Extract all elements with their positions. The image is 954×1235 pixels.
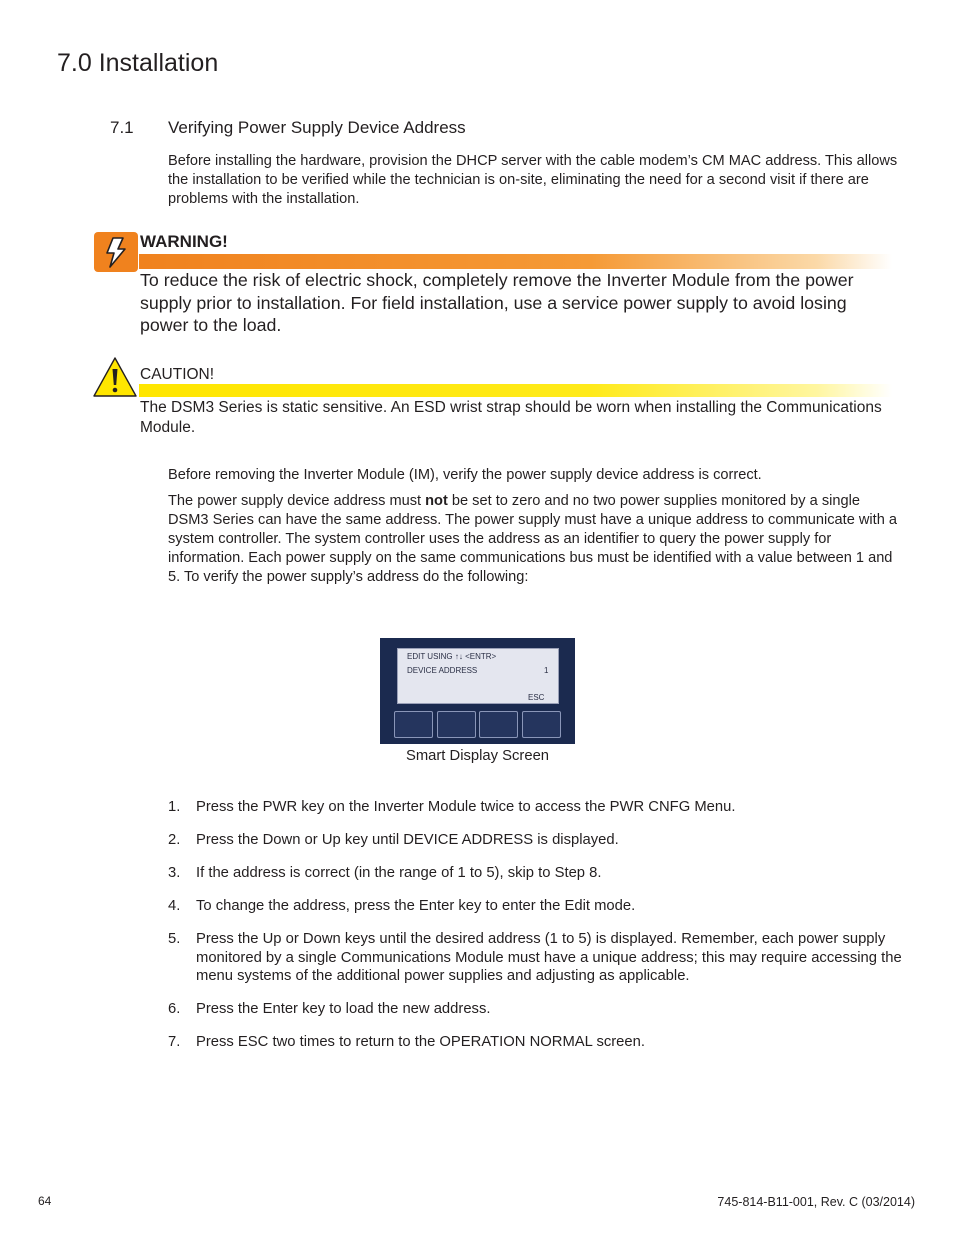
display-key-3 <box>479 711 518 738</box>
display-key-1 <box>394 711 433 738</box>
lcd-esc-label: ESC <box>528 693 545 702</box>
step-text: Press the Up or Down keys until the desired address (1 to 5) is displayed. Remember, each power supply monitored by a single Communications Module must have a unique address; this may require accessing the menu systems of the additional power supplies and adjusting as applicable. <box>196 931 902 985</box>
paragraph-verify: Before removing the Inverter Module (IM), verify the power supply device address is correct. <box>168 467 762 483</box>
exclamation-triangle-icon <box>93 356 137 398</box>
warning-label: WARNING! <box>140 232 228 251</box>
step-text: If the address is correct (in the range of 1 to 5), skip to Step 8. <box>196 865 602 881</box>
step-number: 2. <box>168 832 181 848</box>
caution-text: The DSM3 Series is static sensitive. An ESD wrist strap should be worn when installing the Communications Module. <box>140 399 882 436</box>
smart-display-figure <box>380 638 575 744</box>
electric-shock-icon <box>94 232 138 272</box>
list-item <box>168 1033 903 1052</box>
step-number: 4. <box>168 898 181 914</box>
page-number: 64 <box>38 1194 52 1208</box>
step-text: Press the Enter key to load the new address. <box>196 1001 491 1017</box>
lcd-address-value: 1 <box>544 666 549 675</box>
figure-caption: Smart Display Screen <box>405 748 550 764</box>
step-text: Press the PWR key on the Inverter Module twice to access the PWR CNFG Menu. <box>196 799 736 815</box>
step-text: To change the address, press the Enter key to enter the Edit mode. <box>196 898 636 914</box>
step-number: 3. <box>168 865 181 881</box>
caution-label: CAUTION! <box>140 366 215 383</box>
section-title: Verifying Power Supply Device Address <box>168 118 466 137</box>
list-item <box>168 1000 903 1019</box>
display-key-2 <box>437 711 476 738</box>
display-key-4 <box>522 711 561 738</box>
warning-text: To reduce the risk of electric shock, completely remove the Inverter Module from the power supply prior to installation. For field installation, use a service power supply to avoid losing power to the load. <box>140 270 854 335</box>
lcd-screen <box>397 648 559 704</box>
step-number: 7. <box>168 1034 181 1050</box>
caution-bar <box>139 384 892 397</box>
paragraph-text: The power supply device address must <box>168 493 426 509</box>
step-text: Press ESC two times to return to the OPERATION NORMAL screen. <box>196 1034 645 1050</box>
list-item <box>168 897 903 916</box>
warning-bar <box>139 254 892 269</box>
intro-paragraph: Before installing the hardware, provision the DHCP server with the cable modem’s CM MAC address. This allows the installation to be verified while the technician is on-site, eliminating the need for a second visit if there are problems with the installation. <box>168 153 898 207</box>
document-reference: 745-814-B11-001, Rev. C (03/2014) <box>717 1195 915 1209</box>
section-number: 7.1 <box>110 118 134 137</box>
list-item <box>168 831 903 850</box>
step-number: 5. <box>168 931 181 947</box>
emphasis-not: not <box>425 493 448 509</box>
step-text: Press the Down or Up key until DEVICE ADDRESS is displayed. <box>196 832 619 848</box>
paragraph-text: be set to zero and no two power supplies monitored by a single DSM3 Series can have the same address. The power supply must have a unique address to communicate with a system controller. The system controller uses the address as an identifier to query the power supply for information. Each power supply on the same communications bus must be identified with a value between 1 and 5. To verify the power supply’s address do the following: <box>168 493 897 585</box>
step-number: 1. <box>168 799 181 815</box>
list-item <box>168 930 903 986</box>
step-number: 6. <box>168 1001 181 1017</box>
paragraph-address <box>168 492 903 587</box>
list-item <box>168 798 903 817</box>
lcd-line-device-address: DEVICE ADDRESS <box>407 666 478 675</box>
lcd-line-edit: EDIT USING ↑↓ <ENTR> <box>407 652 497 661</box>
page-title: 7.0 Installation <box>57 49 219 77</box>
list-item <box>168 864 903 883</box>
